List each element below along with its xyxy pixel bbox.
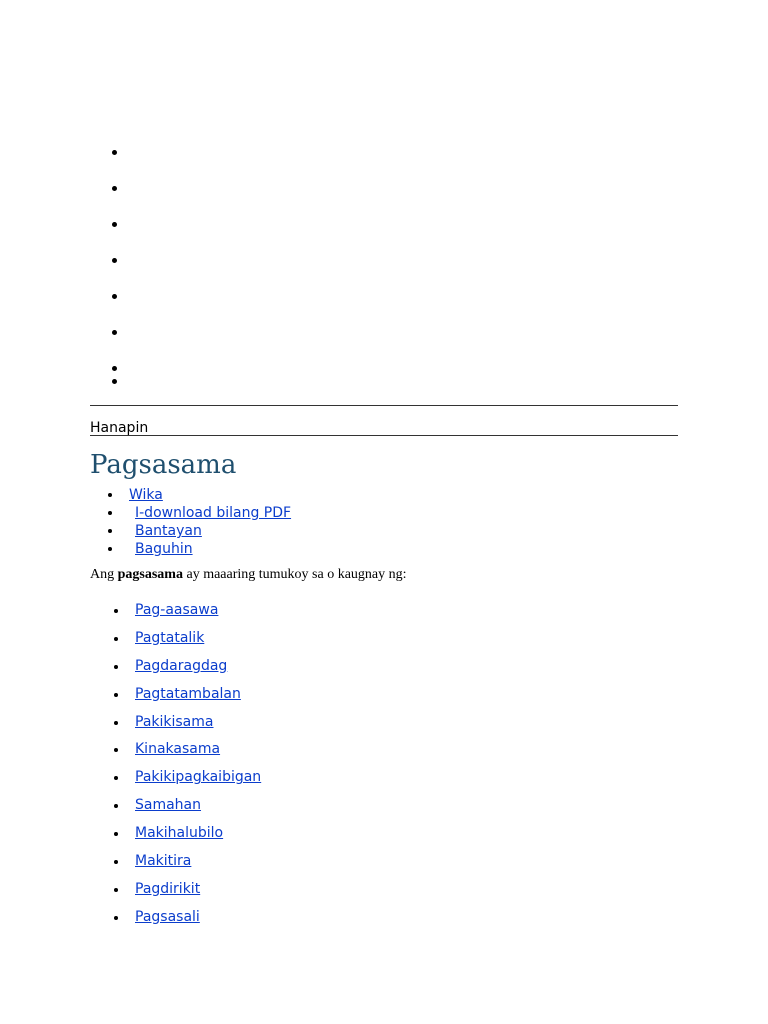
- bullet-icon: [112, 330, 117, 335]
- bullet-icon: [114, 776, 118, 780]
- article-link[interactable]: Pagsasali: [135, 908, 200, 925]
- bullet-icon: [114, 748, 118, 752]
- article-link[interactable]: Pagdaragdag: [135, 657, 228, 674]
- bullet-icon: [108, 493, 112, 497]
- page-title: Pagsasama: [90, 450, 237, 480]
- intro-paragraph: [90, 566, 407, 584]
- bullet-icon: [114, 804, 118, 808]
- bullet-icon: [112, 222, 117, 227]
- intro-prefix: Ang: [90, 567, 118, 582]
- search-top-divider: [90, 405, 678, 406]
- bullet-icon: [114, 888, 118, 892]
- bullet-icon: [112, 366, 117, 371]
- language-link[interactable]: Wika: [129, 487, 163, 503]
- bullet-icon: [112, 150, 117, 155]
- article-link[interactable]: Pagtatambalan: [135, 685, 241, 702]
- bullet-icon: [114, 721, 118, 725]
- edit-link[interactable]: Baguhin: [135, 541, 193, 557]
- article-link[interactable]: Pag-aasawa: [135, 602, 219, 618]
- article-link[interactable]: Pakikipagkaibigan: [135, 769, 262, 786]
- watch-link[interactable]: Bantayan: [135, 523, 202, 539]
- bullet-icon: [114, 832, 118, 836]
- article-link[interactable]: Makitira: [135, 853, 192, 870]
- article-link[interactable]: Pagdirikit: [135, 880, 201, 897]
- article-link[interactable]: Makihalubilo: [135, 825, 224, 842]
- bullet-icon: [114, 637, 118, 641]
- bullet-icon: [108, 547, 112, 551]
- article-link[interactable]: Kinakasama: [135, 741, 221, 758]
- bullet-icon: [114, 693, 118, 697]
- bullet-icon: [112, 258, 117, 263]
- intro-term: pagsasama: [117, 567, 183, 582]
- bullet-icon: [112, 186, 117, 191]
- search-label[interactable]: Hanapin: [90, 420, 149, 436]
- article-link[interactable]: Pagtatalik: [135, 629, 205, 646]
- download-pdf-link[interactable]: I-download bilang PDF: [135, 505, 292, 521]
- intro-suffix: ay maaaring tumukoy sa o kaugnay ng:: [182, 567, 407, 582]
- bullet-icon: [108, 529, 112, 533]
- bullet-icon: [112, 379, 117, 384]
- bullet-icon: [114, 860, 118, 864]
- bullet-icon: [112, 294, 117, 299]
- bullet-icon: [114, 916, 118, 920]
- bullet-icon: [114, 665, 118, 669]
- bullet-icon: [108, 511, 112, 515]
- search-bottom-divider: [90, 435, 678, 436]
- article-link[interactable]: Pakikisama: [135, 713, 214, 730]
- bullet-icon: [114, 609, 118, 613]
- article-link[interactable]: Samahan: [135, 797, 202, 814]
